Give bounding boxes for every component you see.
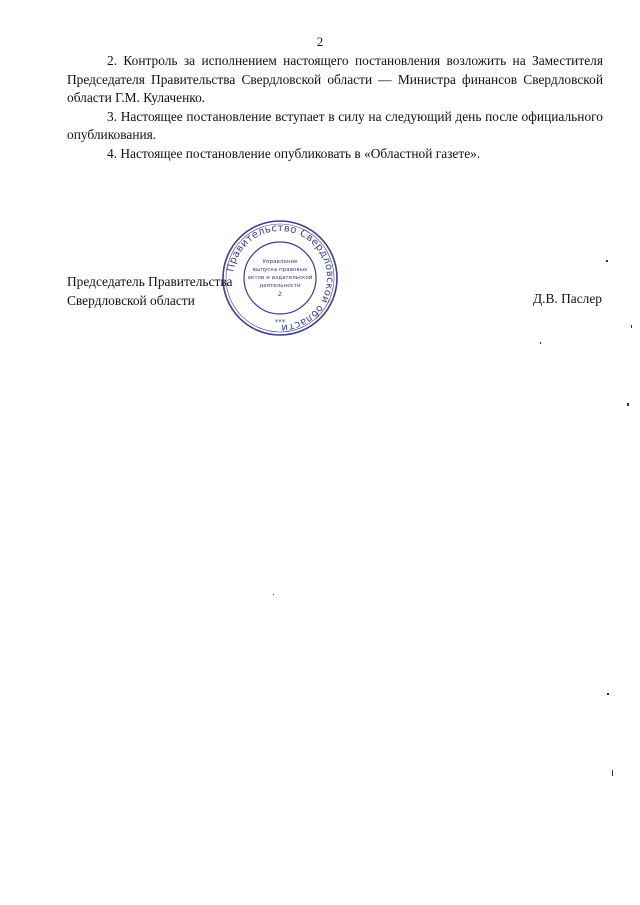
scan-speck: [627, 403, 629, 406]
signatory-title: [67, 273, 232, 310]
scan-speck: [607, 693, 609, 695]
signatory-title-line-1: Председатель Правительства: [67, 274, 233, 289]
document-body: [67, 52, 603, 163]
svg-text:***: ***: [274, 318, 286, 326]
paragraph-control: 2. Контроль за исполнением настоящего постановления возложить на Заместителя Председателя Правительства Свердловской области — Министра финансов Свердловской области Г.М. Кулаченко.: [67, 53, 603, 105]
svg-text:деятельности: деятельности: [259, 283, 301, 289]
signatory-name: Д.В. Паслер: [533, 291, 602, 306]
scan-speck: [631, 325, 632, 328]
svg-text:Управление: Управление: [262, 259, 298, 265]
svg-text:актов и издательской: актов и издательской: [247, 275, 313, 281]
scan-speck: [540, 342, 541, 344]
svg-text:выпуска правовых: выпуска правовых: [252, 267, 308, 273]
signatory-title-line-2: Свердловской области: [67, 292, 195, 308]
paragraph-publication: 4. Настоящее постановление опубликовать в «Областной газете».: [107, 145, 481, 161]
paragraph-effective-date: 3. Настоящее постановление вступает в силу на следующий день после официального опубликования.: [67, 108, 603, 142]
scan-speck: [273, 594, 274, 595]
scan-speck: [612, 770, 613, 776]
svg-text:Правительство Свердловской обл: Правительство Свердловской области: [225, 222, 336, 334]
official-seal-stamp: [220, 218, 340, 338]
scan-speck: [606, 260, 608, 262]
svg-text:2: 2: [277, 290, 283, 298]
page-number: 2: [316, 34, 324, 49]
